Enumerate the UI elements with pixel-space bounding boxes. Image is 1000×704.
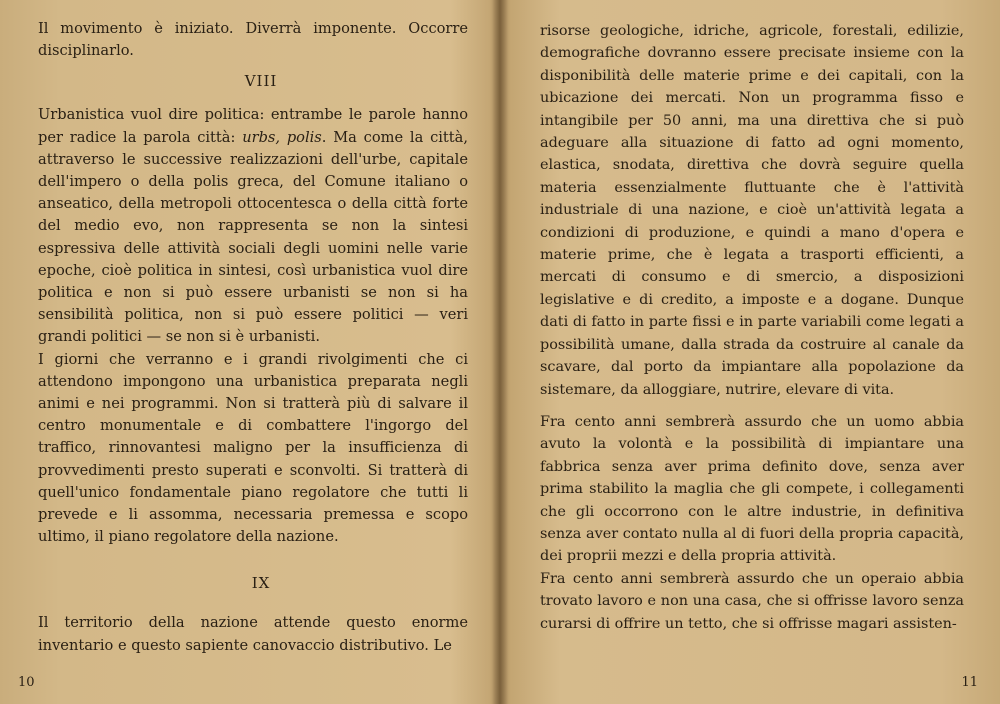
paragraph-urbanistica-italic: urbs, polis [242,128,322,146]
page-number-left: 10 [18,675,35,690]
paragraph-risorse: risorse geologiche, idriche, agricole, forestali, edilizie, demografiche dovranno essere precisate insieme con la disponibilità delle materie prime e dei capitali, con la ubicazione dei mercati. Non un programma fisso e intangibile per 50 anni, ma una direttiva che si può adeguare alla situazione di fatto ad ogni momento, elastica, snodata, direttiva che dovrà seguire quella materia essenzialmente fluttuante che è l'attività industriale di una nazione, e cioè un'attività legata a condizioni di produzione, e quindi a mano d'opera e materie prime, che è legata a trasporti efficienti, a mercati di consumo e di smercio, a disposizioni legislative e di credito, a imposte e a dogane. Dunque dati di fatto in parte fissi e in parte variabili come legati a possibilità umane, dalla strada da costruire al canale da scavare, dal porto da impiantare alla popolazione da sistemare, da alloggiare, nutrire, elevare di vita. [540,23,964,398]
paragraph-urbanistica-start: Urbanistica vuol dire politica: entrambe le parole hanno per radice la parola città: [38,106,468,146]
page-number-right: 11 [961,675,978,690]
paragraph-giorni: I giorni che verranno e i grandi rivolgimenti che ci attendono impongono una urbanistica preparata negli animi e nei programmi. Non si tratterà più di salvare il centro monumentale e di combattere l'ingorgo del traffico, rinnovantesi maligno per la insufficienza di provvedimenti presto superati e sconvolti. Si tratterà di quell'unico fondamentale piano regolatore che tutti li prevede e li assomma, necessaria premessa e scopo ultimo, il piano regolatore della nazione. [38,350,468,546]
intro-paragraph: Il movimento è iniziato. Diverrà imponente. Occorre disciplinarlo. [38,20,468,60]
paragraph-gap [540,401,964,411]
section-heading-viii: VIII [244,72,278,91]
left-page [0,0,498,704]
section-heading-ix: IX [251,574,271,593]
paragraph-urbanistica-end: . Ma come la città, attraverso le successive realizzazioni dell'urbe, capitale dell'impero o della polis greca, del Comune italiano o anseatico, della metropoli ottocentesca o della città forte del medio evo, non rappresenta se non la sintesi espressiva delle attività sociali degli uomini nelle varie epoche, cioè politica in sintesi, così urbanistica vuol dire politica e non si può essere urbanisti se non si ha sensibilità politica, non si può essere politici — veri grandi politici — se non si è urbanisti. [38,128,468,346]
paragraph-fabbrica: Fra cento anni sembrerà assurdo che un uomo abbia avuto la volontà e la possibilità di impiantare una fabbrica senza aver prima definito dove, senza aver prima stabilito la maglia che gli compete, i collegamenti che gli occorrono con le altre industrie, in definitiva senza aver contato nulla al di fuori della propria capacità, dei proprii mezzi e della propria attività. [540,413,964,565]
paragraph-operaio: Fra cento anni sembrerà assurdo che un operaio abbia trovato lavoro e non una casa, che si offrisse lavoro senza curarsi di offrire un tetto, che si offrisse magari assisten- [540,570,964,632]
paragraph-territorio: Il territorio della nazione attende questo enorme inventario e questo sapiente canovaccio distributivo. Le [38,614,468,654]
right-page [502,0,1000,704]
paragraph-urbanistica [38,104,468,348]
